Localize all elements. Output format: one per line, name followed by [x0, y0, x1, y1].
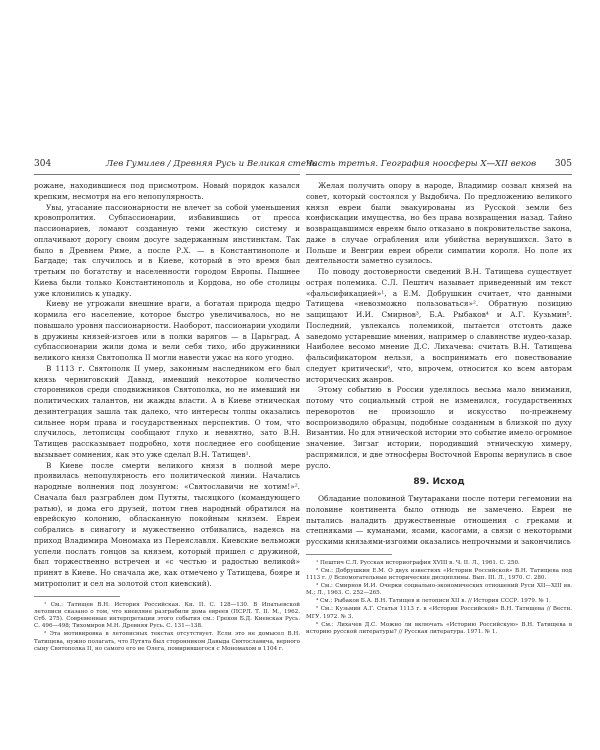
footnote: ² См.: Добрушкин Е.М. О двух известиях «Истории Российской» В.Н. Татищева под 1113 г. // Вспомогательные исторические дисциплины. Вып. III. Л., 1970. С. 280.: [306, 567, 572, 582]
left-paragraph: рожане, находившиеся под присмотром. Новый порядок казался крепким, несмотря на его непопулярность.: [34, 181, 300, 201]
right-page: [306, 158, 572, 637]
section-paragraph: Обладание половиной Тмутаракани после потери гегемонии на половине континента было отнюдь не замечено. Евреи не пытались наладить дружественные отношения с греками и степняками — куманами, ясами, касогами, а связи с некоторыми русскими князьями-изгоями оказались непрочными и закончились: [306, 494, 572, 546]
left-paragraph: В Киеве после смерти великого князя в полной мере проявилась непопулярность его политической линии. Начались народные волнения под лозунгом: «Святославичи не хотим!»². Сначала был разграблен дом Путяты, тысяцкого (командующего ратью), и дома его друзей, потом гнев народный обратился на еврейскую колонию, обласканную покойным князем. Евреи собрались в синагогу и мужественно отбивались, надеясь на приход Владимира Мономаха из Переяславля. Киевские вельможи успели послать гонцов за князем, который пришел с дружиной, был торжественно встречен и «с честью и радостью великой» принят в Киеве. Но сначала же, как отмечено у Татищева, бояре и митрополит и сел на золотой стол киевский).: [34, 460, 300, 588]
right-footnotes: [306, 560, 572, 636]
right-paragraph: Желая получить опору в народе, Владимир созвал князей на совет, который состоялся у Выдобича. По предложению великого князя евреи были эвакуированы из Русской земли без конфискации имущества, но без права возвращения назад. Тайно возвращавшимся евреям было отказано в покровительстве закона, даже в случае ограбления или убийства вернувшихся. Зато в Польше и Венгрии евреи обрели симпатии короля. Но поле их деятельности заметно сузилось.: [306, 181, 572, 266]
left-paragraph: В 1113 г. Святополк II умер, законным наследником его был князь черниговский Давыд, имевший некоторое количество сторонников среди сподвижников Святополка, но не имевший ни политических талантов, ни жажды власти. А в Киеве этническая дезинтеграция зашла так далеко, что интересы толпы оказались сильнее норм права и государственных перспектив. О том, что случилось, летописцы сообщают глухо и невнятно, зато В.Н. Татищев рассказывает подробно, хотя последнее его сообщение вызывает сомнения, как это уже сделал В.Н. Татищев¹.: [34, 363, 300, 459]
left-page-number: 304: [34, 159, 52, 169]
right-paragraph: Этому событию в России уделялось весьма мало внимания, потому что социальный строй не изменился, государственных переворотов не произошло и искусство по-прежнему воспроизводило образцы, подобные созданным в близкой по духу Византии. Но для этнической истории это событие имело огромное значение. Зигзаг истории, породивший этническую химеру, распрямился, и две этносферы Восточной Европы вернулись в свое русло.: [306, 385, 572, 470]
footnote: ⁴ См.: Рыбаков Б.А. В.Н. Татищев и летописи XII в. // История СССР. 1979. № 1.: [316, 598, 551, 605]
right-page-header: [306, 158, 572, 175]
footnote: ² Эта мотивировка в летописных текстах отсутствует. Если это не домысел В.Н. Татищева, нужно полагать, что Путята был сторонником Давыда Святославича, верного сыну Святополка II, но самого его не Олега, помирившегося с Мономахом в 1104 г.: [34, 631, 300, 652]
left-page-header: [34, 158, 317, 175]
right-page-body: [306, 181, 572, 548]
footnote: ³ См.: Смирнов И.И. Очерки социально-экономических отношений Руси XII—XIII вв. М.; Л., 1963. С. 252—265.: [306, 583, 572, 597]
left-footnotes: [34, 602, 300, 654]
left-page: [34, 158, 317, 654]
right-page-number: 305: [554, 159, 572, 169]
right-paragraph: По поводу достоверности сведений В.Н. Татищева существует острая полемика. С.Л. Пештич называет приведенный им текст «фальсификацией»¹, а Е.М. Добрушкин считает, что данными Татищева «невозможно пользоваться»². Обратную позицию защищают И.И. Смирнов³, Б.А. Рыбаков⁴ и А.Г. Кузьмин⁵. Последний, увлекаясь полемикой, пытается отстоять даже заведомо устаревшие мнения, например о славянстве иудео-хазар. Наиболее весомо мнение Д.С. Лихачева: считать В.Н. Татищева фальсификатором нельзя, а воспринимать его повествование следует критически⁶, что, впрочем, относится ко всем авторам исторических жанров.: [306, 267, 572, 384]
footnote-divider: [34, 596, 120, 597]
section-title: 89. Исход: [413, 477, 465, 488]
left-paragraph: Киеву не угрожали внешние враги, а богатая природа щедро кормила его население, которое быстро увеличивалось, но не повышало уровня пассионарности. Наоборот, пассионарии уходили в дружины князей-изгоев или в полки варягов — в Царьград. А субпассионарии жили дома и вели себя тихо, ибо дружинники великого князя Святополка II могли навести ужас на кого угодно.: [34, 299, 300, 362]
left-paragraph: Увы, угасание пассионарности не влечет за собой уменьшения кровопролития. Субпассионарии, избавившись от пресса пассионариев, ломают созданную теми жесткую систему и оплачивают дорогу своим досуге задержанным инстинктам. Так было в Древнем Риме, а после Р.Х. — в Константинополе и Багдаде; так случилось и в Киеве, который в это время был третьим по богатству и населенности городом Европы. Пышнее Киева были только Константинополь и Кордова, но обе столицы уже клонились к упадку.: [34, 202, 300, 298]
left-page-body: [34, 181, 300, 590]
footnote-divider: [306, 554, 392, 555]
footnote: ⁵ См.: Кузьмин А.Г. Статья 1113 г. в «Истории Российской» В.Н. Татищева // Вестн. МГУ. 1972. № 3.: [306, 606, 572, 620]
left-running-head: Лев Гумилев / Древняя Русь и Великая степь: [106, 159, 317, 169]
right-running-head: Часть третья. География ноосферы X—XII веков: [306, 159, 537, 169]
footnote: ¹ См.: Татищев В.Н. История Российская. Кн. II. С. 128—130. В Ипатьевской летописи сказано о том, что киевляне разграбили дома евреев (ПСРЛ. Т. II. М., 1962. Стб. 275). Современные интерпретации этого события см.: Греков Б.Д. Киевская Русь. С. 496—498; Тихомиров М.Н. Древняя Русь. С. 131—138.: [34, 601, 300, 630]
footnote: ⁶ См.: Лихачев Д.С. Можно ли включать «Историю Российскую» В.Н. Татищева в историю русской литературы? // Русская литература. 1971. № 1.: [306, 621, 572, 635]
footnote: ¹ Пештич С.Л. Русская историография XVIII в. Ч. II. Л., 1961. С. 250.: [316, 559, 520, 566]
